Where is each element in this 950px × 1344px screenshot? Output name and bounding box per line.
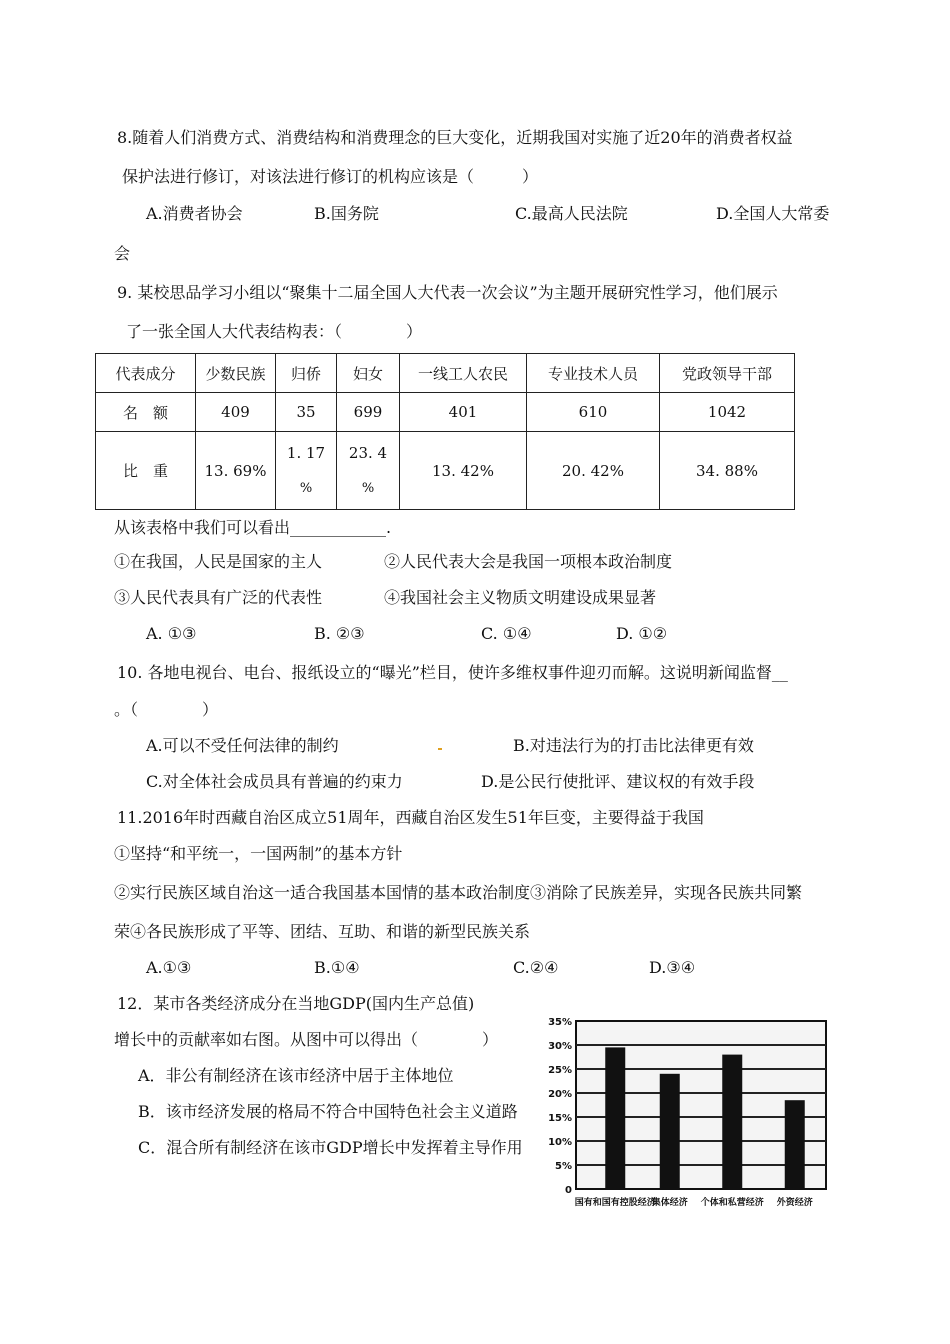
- table-row-count: [96, 393, 795, 432]
- q10-option-c: C.对全体社会成员具有普遍的约束力: [146, 772, 403, 791]
- table-cell: 34. 88%: [660, 432, 795, 510]
- chart-y-tick-label: 5%: [555, 1161, 572, 1172]
- table-cell: 13. 42%: [400, 432, 527, 510]
- q10-option-b: B.对违法行为的打击比法律更有效: [513, 736, 754, 755]
- chart-bar: [605, 1047, 625, 1189]
- table-cell-text: 1. 17: [286, 443, 326, 462]
- table-row-label: 名 额: [96, 393, 196, 432]
- table-row-ratio: [96, 432, 795, 510]
- table-cell: [337, 432, 400, 510]
- table-cell: 409: [196, 393, 276, 432]
- table-cell: 1042: [660, 393, 795, 432]
- chart-y-tick-label: 20%: [548, 1089, 572, 1100]
- q11-line2: ①坚持“和平统一，一国两制”的基本方针: [114, 844, 403, 863]
- table-cell: 699: [337, 393, 400, 432]
- chart-x-tick-label: 国有和国有控股经济: [574, 1198, 656, 1208]
- contribution-bar-chart: [544, 1013, 834, 1213]
- q9-option-a: A. ①③: [146, 624, 197, 643]
- q12-line1: 12．某市各类经济成分在当地GDP(国内生产总值): [117, 994, 475, 1013]
- chart-x-tick-label: 外资经济: [776, 1198, 813, 1208]
- q8-line2: 保护法进行修订，对该法进行修订的机构应该是（ ）: [122, 167, 539, 186]
- table-cell: 401: [400, 393, 527, 432]
- table-header-cell: 一线工人农民: [400, 354, 527, 393]
- q8-option-d: D.全国人大常委: [716, 204, 830, 223]
- table-header-row: [96, 354, 795, 393]
- table-header-cell: 归侨: [276, 354, 337, 393]
- chart-bar: [722, 1055, 742, 1189]
- q11-line4: 荣④各民族形成了平等、团结、互助、和谐的新型民族关系: [114, 922, 531, 941]
- table-header-cell: 党政领导干部: [660, 354, 795, 393]
- table-cell-wrap: %: [361, 480, 375, 496]
- q12-line2: 增长中的贡献率如右图。从图中可以得出（ ）: [114, 1030, 499, 1049]
- q9-option-b: B. ②③: [314, 624, 365, 643]
- table-header-cell: 专业技术人员: [527, 354, 660, 393]
- table-header-cell: 妇女: [337, 354, 400, 393]
- table-cell: 20. 42%: [527, 432, 660, 510]
- table-cell: 35: [276, 393, 337, 432]
- chart-bar: [660, 1074, 680, 1189]
- q9-statement-4: ④我国社会主义物质文明建设成果显著: [384, 588, 657, 607]
- q9-statement-1: ①在我国，人民是国家的主人: [114, 552, 323, 571]
- q10-option-d: D.是公民行使批评、建议权的有效手段: [481, 772, 755, 791]
- chart-x-tick-label: 集体经济: [651, 1198, 688, 1208]
- q8-option-b: B.国务院: [314, 204, 379, 223]
- q8-wrap: 会: [114, 244, 131, 263]
- table-cell: 610: [527, 393, 660, 432]
- q9-prompt: 从该表格中我们可以看出____________.: [114, 518, 392, 537]
- representative-table: [95, 353, 795, 510]
- table-cell-wrap: %: [299, 480, 313, 496]
- stray-mark: [438, 748, 442, 750]
- chart-x-tick-label: 个体和私营经济: [700, 1198, 764, 1208]
- q12-option-a: A．非公有制经济在该市经济中居于主体地位: [138, 1066, 454, 1085]
- q11-line3: ②实行民族区域自治这一适合我国基本国情的基本政治制度③消除了民族差异，实现各民族共同繁: [114, 883, 803, 902]
- q11-line1: 11.2016年时西藏自治区成立51周年，西藏自治区发生51年巨变，主要得益于我国: [117, 808, 704, 827]
- q9-statement-2: ②人民代表大会是我国一项根本政治制度: [384, 552, 673, 571]
- q9-statement-3: ③人民代表具有广泛的代表性: [114, 588, 323, 607]
- q9-line1: 9. 某校思品学习小组以“聚集十二届全国人大代表一次会议”为主题开展研究性学习，他们展示: [117, 283, 778, 302]
- chart-y-tick-label: 25%: [548, 1065, 572, 1076]
- table-cell: 13. 69%: [196, 432, 276, 510]
- q11-option-c: C.②④: [513, 958, 559, 977]
- table-header-cell: 代表成分: [96, 354, 196, 393]
- chart-y-tick-label: 15%: [548, 1113, 572, 1124]
- table-cell: [276, 432, 337, 510]
- q10-line2: 。（ ）: [114, 700, 219, 719]
- q8-option-a: A.消费者协会: [146, 204, 243, 223]
- q8-line1: 8.随着人们消费方式、消费结构和消费理念的巨大变化，近期我国对实施了近20年的消费者权益: [117, 128, 793, 147]
- q9-option-c: C. ①④: [481, 624, 532, 643]
- q9-option-d: D. ①②: [616, 624, 668, 643]
- q10-line1: 10. 各地电视台、电台、报纸设立的“曝光”栏目，使许多维权事件迎刃而解。这说明新闻监督__: [117, 663, 788, 682]
- q12-option-c: C．混合所有制经济在该市GDP增长中发挥着主导作用: [138, 1138, 523, 1157]
- chart-y-tick-label: 0: [565, 1185, 572, 1196]
- chart-y-tick-label: 30%: [548, 1041, 572, 1052]
- chart-y-tick-label: 35%: [548, 1017, 572, 1028]
- q11-option-a: A.①③: [146, 958, 192, 977]
- q8-option-c: C.最高人民法院: [515, 204, 628, 223]
- table-header-cell: 少数民族: [196, 354, 276, 393]
- table-cell-text: 23. 4: [348, 443, 388, 462]
- q11-option-b: B.①④: [314, 958, 360, 977]
- chart-y-tick-label: 10%: [548, 1137, 572, 1148]
- q12-option-b: B．该市经济发展的格局不符合中国特色社会主义道路: [138, 1102, 518, 1121]
- q10-option-a: A.可以不受任何法律的制约: [146, 736, 339, 755]
- chart-bar: [785, 1100, 805, 1189]
- q11-option-d: D.③④: [649, 958, 696, 977]
- table-row-label: 比 重: [96, 432, 196, 510]
- q9-line2: 了一张全国人大代表结构表：（ ）: [126, 322, 423, 341]
